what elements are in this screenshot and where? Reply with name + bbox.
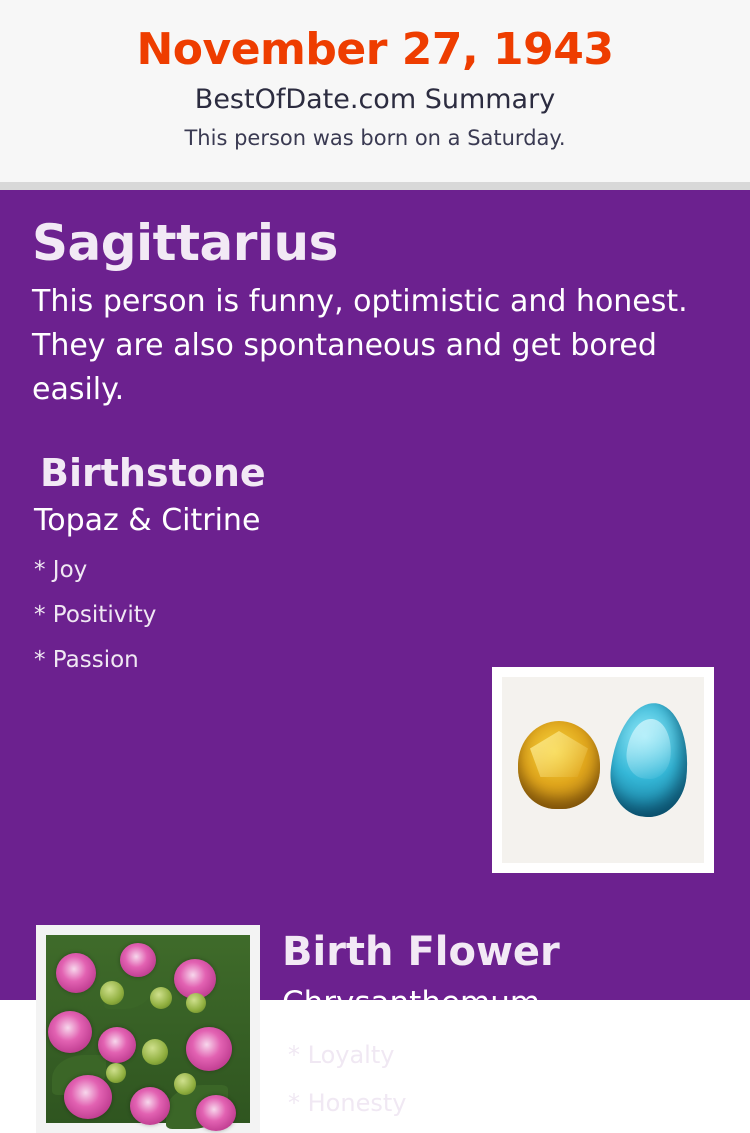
citrine-gem-icon [518,721,600,809]
birth-flower-value: Chrysanthemum [282,985,541,1021]
flower-bud [142,1039,168,1065]
flower-bud [186,993,206,1013]
flower-bud [150,987,172,1009]
flower-bloom [186,1027,232,1071]
birthstone-value: Topaz & Citrine [34,503,261,538]
flower-bud [174,1073,196,1095]
birthstone-trait: * Joy [34,557,88,583]
birth-flower-image-inner [46,935,250,1123]
birthstone-image-inner [502,677,704,863]
page-title: November 27, 1943 [136,24,614,75]
birth-flower-trait: * Honesty [288,1089,407,1117]
topaz-gem-icon [606,699,693,820]
zodiac-sign-title: Sagittarius [32,214,338,272]
flower-bloom [64,1075,112,1119]
flower-bloom [56,953,96,993]
site-name: BestOfDate.com Summary [194,84,556,115]
content-panel [0,190,750,1117]
flower-bloom [98,1027,136,1063]
flower-bud [100,981,124,1005]
flower-bloom [196,1095,236,1131]
birth-flower-section [282,925,722,1127]
birthstone-section [32,448,472,683]
header-divider [0,182,750,190]
birth-flower-image [36,925,260,1133]
flower-bloom [130,1087,170,1125]
flower-bloom [120,943,156,977]
zodiac-description: This person is funny, optimistic and honest. They are also spontaneous and get bored easily. [32,284,688,407]
flower-bud [106,1063,126,1083]
birthstone-trait: * Passion [34,647,139,673]
header [0,0,750,182]
birth-flower-trait: * Loyalty [288,1041,395,1069]
birthstone-title: Birthstone [40,451,266,495]
birthstone-image [492,667,714,873]
header-subtitle: This person was born on a Saturday. [184,126,566,150]
birthstone-trait: * Positivity [34,602,157,628]
birth-flower-title: Birth Flower [282,929,560,975]
flower-bloom [48,1011,92,1053]
